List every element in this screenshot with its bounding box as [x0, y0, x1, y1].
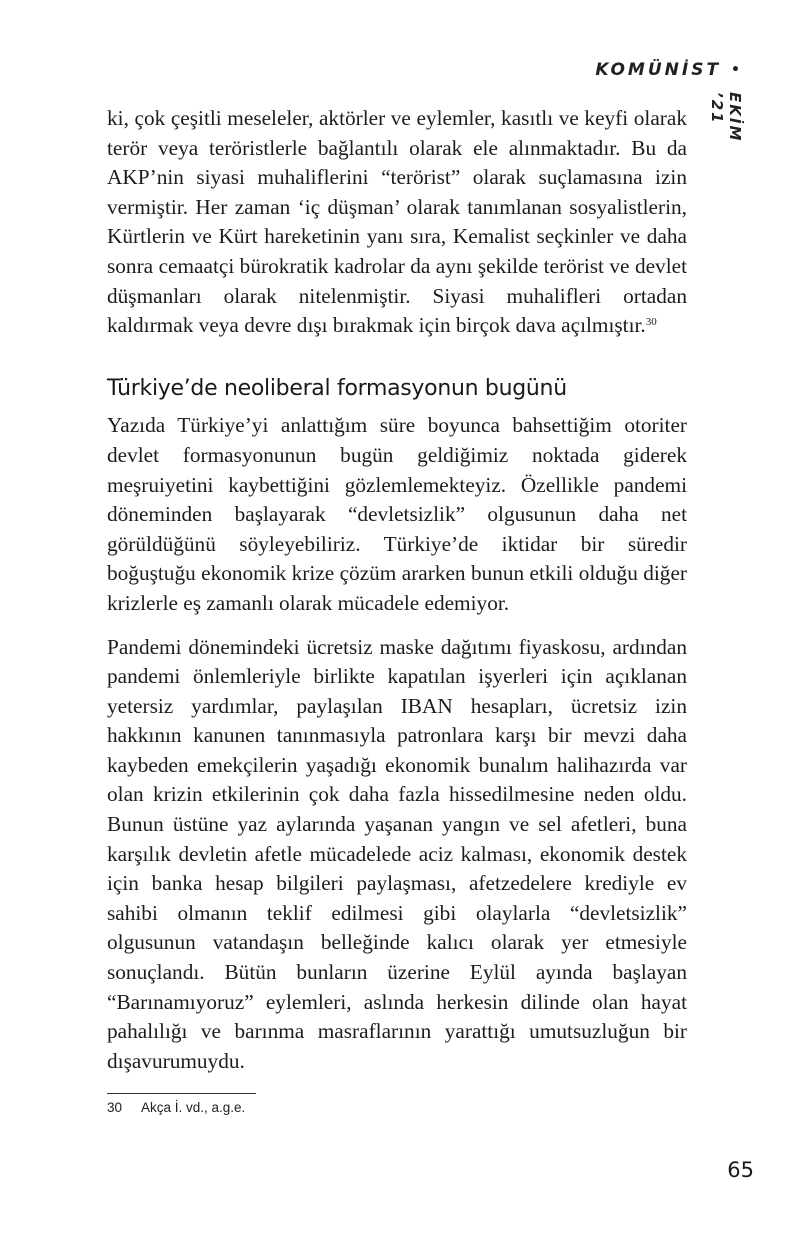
footnote-reference: 30 [645, 316, 657, 329]
body-paragraph: Yazıda Türkiye’yi anlattığım süre boyunca bahsettiğim otoriter devlet formasyonunun bugün geldiğimiz noktada giderek meşruiyetini kaybettiğini gözlemlemekteyiz. Özellikle pandemi döneminden başlayarak “devletsizlik” olgusunun daha net görüldüğünü söyleyebiliriz. Türkiye’de iktidar bir süredir boğuştuğu ekonomik krize çözüm ararken bunun etkili olduğu diğer krizlerle eş zamanlı olarak mücadele edemiyor. [107, 413, 687, 615]
footnote-divider [107, 1093, 256, 1094]
article-body [107, 104, 687, 1076]
body-paragraph: Pandemi dönemindeki ücretsiz maske dağıtımı fiyaskosu, ardından pandemi önlemleriyle birlikte kapatılan işyerleri için açıklanan yetersiz yardımlar, paylaşılan IBAN hesapları, ücretsiz izin hakkının kanunen tanınmasıyla patronlara karşı bir mevzi daha kaybeden emekçilerin yaşadığı ekonomik bunalım halihazırda var olan krizin etkilerinin çok daha fazla hissedilmesine neden oldu. Bunun üstüne yaz aylarında yaşanan yangın ve sel afetleri, buna karşılık devletin afetle mücadelede aciz kalması, ekonomik destek için banka hesap bilgileri paylaşması, afetzedelere krediyle ev sahibi olmanın teklif edilmesi gibi olaylarla “devletsizlik” olgusunun vatandaşın belleğinde kalıcı olarak yer etmesiyle sonuçlandı. Bütün bunların üzerine Eylül ayında başlayan “Barınamıyoruz” eylemleri, aslında herkesin dilinde olan hayat pahalılığı ve barınma masraflarının yarattığı umutsuzluğun bir dışavurumuydu. [107, 634, 687, 1073]
paragraph-text: ki, çok çeşitli meseleler, aktörler ve eylemler, kasıtlı ve keyfi olarak terör veya teröristlerle bağlantılı olarak ele alınmaktadır. Bu da AKP’nin siyasi muhaliflerini “terörist” olarak suçlamasına izin vermiştir. Her zaman ‘iç düşman’ olarak tanımlanan sosyalistlerin, Kürtlerin ve Kürt hareketinin yanı sıra, Kemalist seçkinler ve daha sonra cemaatçi bürokratik kadrolar da aynı şekilde terörist ve devlet düşmanları olarak nitelenmiştir. Siyasi muhalifleri ortadan kaldırmak veya devre dışı bırakmak için birçok dava açılmıştır. [107, 106, 687, 338]
page-number: 65 [727, 1158, 754, 1182]
journal-title: KOMÜNİST [595, 60, 722, 80]
issue-label: EKİM ’21 [708, 92, 744, 143]
body-paragraph [107, 104, 687, 341]
footnote-number: 30 [107, 1100, 123, 1115]
footnote [107, 1100, 245, 1115]
section-heading: Türkiye’de neoliberal formasyonun bugünü [107, 375, 567, 401]
footnote-text: Akça İ. vd., a.g.e. [141, 1100, 246, 1115]
running-header [595, 60, 740, 80]
header-bullet: • [731, 62, 740, 78]
